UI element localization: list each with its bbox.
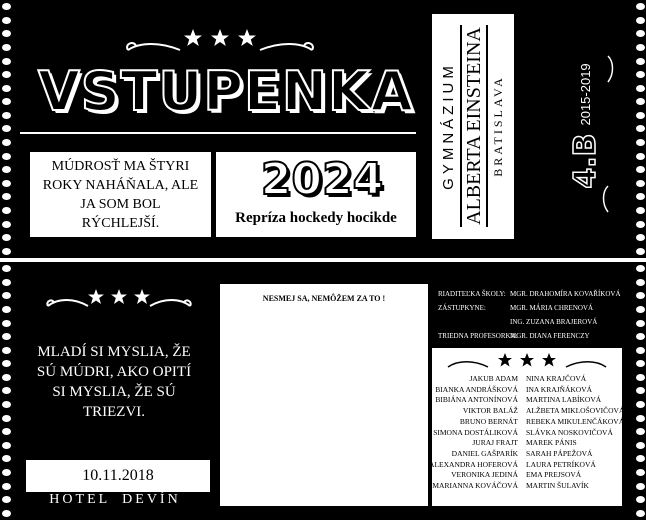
perforation-dot [2, 320, 11, 327]
school-line1: GYMNÁZIUM [440, 62, 457, 190]
perforation-dot [636, 85, 645, 92]
perforation-dot [636, 320, 645, 327]
perforation-dot [636, 306, 645, 313]
student-name: BRUNO BERNÁT [459, 416, 518, 426]
perforation-dot [636, 360, 645, 367]
student-name: JURAJ FRAJT [472, 438, 518, 448]
staff-role: RIADITEĽKA ŠKOLY: [438, 290, 506, 298]
perforation-dot [636, 221, 645, 228]
perforation-dot [2, 139, 11, 146]
student-name: BIANKA ANDRÁŠKOVÁ [435, 384, 518, 394]
perforation-dot [2, 455, 11, 462]
star-icon [520, 21, 541, 41]
perforation-dot [2, 442, 11, 449]
students-list-right [526, 374, 624, 492]
perforation-dot [2, 58, 11, 65]
perforation-dot [2, 374, 11, 381]
star-icon [520, 129, 541, 149]
student-name: VIKTOR BALÁŽ [462, 406, 518, 416]
student-name: REBEKA MIKULENČÁKOVÁ [526, 416, 625, 426]
student-name: BIBIÁNA ANTONÍNOVÁ [435, 395, 518, 405]
staff-role: ZÁSTUPKYNE: [438, 304, 486, 312]
perforation-dot [2, 112, 11, 119]
perforation-dot [636, 442, 645, 449]
perforation-dot [2, 166, 11, 173]
perforation-dot [636, 292, 645, 299]
perforation-dot [2, 248, 11, 255]
perforation-dot [2, 469, 11, 476]
perforation-dot [636, 44, 645, 51]
perforation-dot [2, 85, 11, 92]
perforation-dot [2, 221, 11, 228]
student-name: JAKUB ADAM [469, 374, 518, 383]
perforation-dot [2, 496, 11, 503]
student-name: ALŽBETA MIKLOŠOVIČOVÁ [526, 406, 625, 416]
venue-text: HOTEL DEVÍN [49, 492, 181, 507]
star-icon [520, 102, 541, 122]
staff-role: TRIEDNA PROFESORKA: [438, 332, 518, 340]
quote-box [30, 152, 211, 237]
student-name: SIMONA DOSTÁLIKOVÁ [433, 427, 518, 437]
event-date: 10.11.2018 [82, 467, 154, 484]
perforation-dot [636, 234, 645, 241]
student-name: SARAH PÁPEŽOVÁ [526, 448, 593, 458]
perforation-dot [2, 180, 11, 187]
perforation-dot [2, 265, 11, 272]
students-panel [429, 348, 625, 506]
perforation-dot [636, 30, 645, 37]
perforation-dot [2, 415, 11, 422]
school-line2: ALBERTA EINSTEINA [460, 25, 488, 227]
ticket-bottom [0, 262, 646, 520]
perforation-dot [636, 496, 645, 503]
star-icon [183, 28, 257, 48]
student-name: MARTIN ŠULAVÍK [526, 481, 589, 491]
school-text-rotated [432, 16, 514, 236]
star-icon [520, 75, 541, 95]
star-icon [88, 288, 150, 306]
perforation-dot [636, 207, 645, 214]
perforation-dot [2, 153, 11, 160]
perforation-left [0, 262, 12, 520]
student-name: DANIEL GAŠPARÍK [451, 448, 518, 458]
school-panel [432, 14, 514, 239]
perforation-dot [2, 125, 11, 132]
perforation-dot [636, 483, 645, 490]
student-name: MARTINA LABÍKOVÁ [526, 395, 602, 405]
perforation-dot [636, 374, 645, 381]
perforation-dot [636, 98, 645, 105]
perforation-dot [636, 401, 645, 408]
perforation-dot [636, 3, 645, 10]
perforation-dot [636, 17, 645, 24]
perforation-dot [636, 112, 645, 119]
perforation-dot [2, 360, 11, 367]
swirl-ornament-icon [600, 184, 616, 214]
swirl-ornament-icon [600, 54, 616, 84]
perforation-dot [2, 30, 11, 37]
perforation-dot [636, 265, 645, 272]
notes-heading: NESMEJ SA, NEMÔŽEM ZA TO ! [262, 294, 386, 303]
perforation-dot [636, 248, 645, 255]
students-list-left [429, 374, 518, 492]
student-name: EMA PREJSOVÁ [526, 470, 582, 480]
perforation-dot [2, 387, 11, 394]
perforation-dot [2, 292, 11, 299]
perforation-dot [2, 483, 11, 490]
perforation-dot [636, 71, 645, 78]
student-name: VERONIKA JEDINÁ [451, 470, 518, 480]
ticket-title: VSTUPENKA [38, 60, 414, 123]
perforation-dot [636, 193, 645, 200]
date-box [26, 460, 210, 492]
motto-panel [14, 280, 216, 508]
perforation-dot [2, 347, 11, 354]
class-years: 2015-2019 [577, 63, 593, 126]
star-icon [520, 156, 541, 176]
perforation-dot [2, 17, 11, 24]
perforation-dot [636, 166, 645, 173]
title-panel [20, 14, 416, 142]
year-box [216, 152, 416, 237]
perforation-dot [2, 401, 11, 408]
staff-name: ING. ZUZANA BRAJEROVÁ [510, 318, 598, 326]
student-name: ALEXANDRA HOFEROVÁ [429, 459, 518, 469]
star-icon [520, 210, 541, 230]
perforation-dot [636, 139, 645, 146]
perforation-dot [2, 193, 11, 200]
class-panel [550, 14, 620, 239]
subtitle-text: Repríza hockedy hocikde [235, 210, 397, 226]
student-name: SLÁVKA NOSKOVIČOVÁ [526, 427, 613, 437]
staff-panel [432, 284, 622, 348]
year-text: 2024 [260, 154, 384, 205]
perforation-dot [2, 98, 11, 105]
student-name: MAREK PÁNIS [526, 438, 577, 448]
perforation-dot [2, 306, 11, 313]
class-name: 4.B [567, 133, 603, 189]
perforation-dot [636, 333, 645, 340]
quote-text: MÚDROSŤ MA ŠTYRI ROKY NAHÁŇALA, ALE JA SOM BOL RÝCHLEJŠÍ. [42, 158, 199, 231]
school-line3: BRATISLAVA [491, 75, 505, 177]
perforation-dot [636, 180, 645, 187]
staff-name: MGR. DRAHOMÍRA KOVAŘÍKOVÁ [510, 290, 621, 298]
title-underline [20, 132, 416, 134]
star-icon [520, 48, 541, 68]
perforation-dot [636, 469, 645, 476]
star-icon [498, 352, 556, 368]
perforation-dot [2, 3, 11, 10]
perforation-dot [636, 510, 645, 517]
staff-name: MGR. MÁRIA CHRENOVÁ [510, 304, 594, 312]
perforation-dot [636, 415, 645, 422]
perforation-dot [636, 153, 645, 160]
student-name: LAURA PETRÍKOVÁ [526, 459, 596, 469]
perforation-dot [636, 58, 645, 65]
perforation-dot [636, 455, 645, 462]
perforation-dot [2, 44, 11, 51]
perforation-left [0, 0, 12, 258]
staff-name: MGR. DIANA FERENCZY [510, 332, 590, 340]
star-column-icon [514, 20, 546, 232]
ticket-top [0, 0, 646, 258]
motto-text: MLADÍ SI MYSLIA, ŽE SÚ MÚDRI, AKO OPITÍ SI MYSLIA, ŽE SÚ TRIEZVI. [36, 344, 192, 420]
perforation-dot [2, 207, 11, 214]
student-name: INA KRAJŇÁKOVÁ [526, 384, 593, 394]
perforation-right [634, 262, 646, 520]
perforation-dot [2, 234, 11, 241]
perforation-dot [636, 279, 645, 286]
student-name: MARIANNA KOVÁČOVÁ [432, 481, 518, 491]
perforation-dot [2, 71, 11, 78]
perforation-dot [636, 347, 645, 354]
perforation-dot [636, 428, 645, 435]
perforation-dot [636, 125, 645, 132]
star-icon [520, 183, 541, 203]
perforation-right [634, 0, 646, 258]
perforation-dot [636, 387, 645, 394]
student-name: NINA KRAJČOVÁ [526, 374, 587, 383]
perforation-dot [2, 428, 11, 435]
perforation-dot [2, 279, 11, 286]
perforation-dot [2, 333, 11, 340]
perforation-dot [2, 510, 11, 517]
notes-panel [220, 284, 428, 506]
